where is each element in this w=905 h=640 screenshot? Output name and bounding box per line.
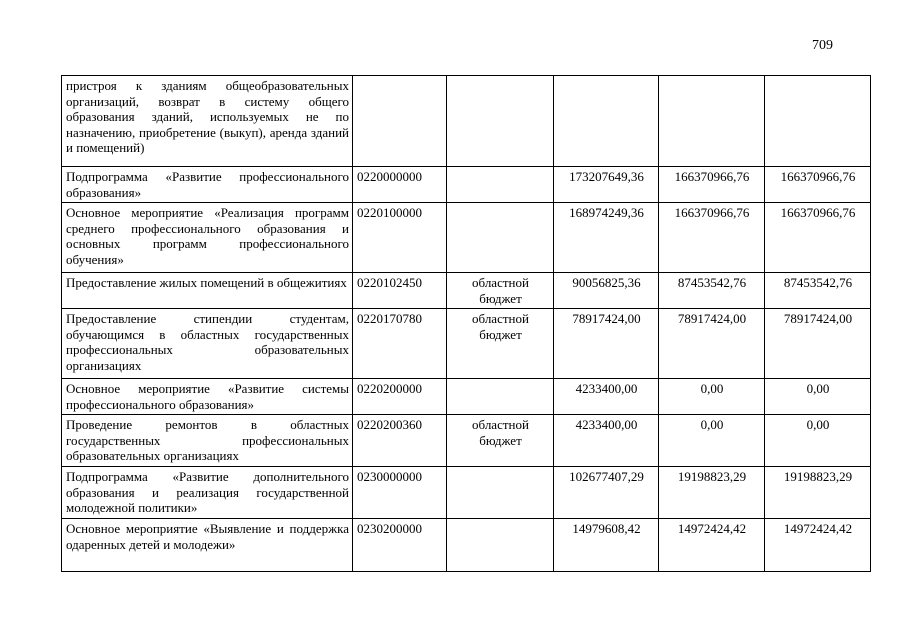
row-value-1: 168974249,36 (554, 203, 659, 273)
row-value-2: 87453542,76 (659, 273, 765, 309)
row-code: 0230200000 (353, 519, 447, 572)
table-row (62, 519, 871, 572)
row-description: Основное мероприятие «Реализация программ среднего профессионального образования и основных программ профессионального обучения» (62, 203, 353, 273)
row-description: Подпрограмма «Развитие профессионального образования» (62, 167, 353, 203)
row-value-3: 19198823,29 (765, 467, 871, 519)
row-value-2 (659, 76, 765, 167)
row-value-2: 166370966,76 (659, 167, 765, 203)
row-value-3: 0,00 (765, 415, 871, 467)
row-code (353, 76, 447, 167)
row-code: 0220170780 (353, 309, 447, 379)
table-row (62, 167, 871, 203)
row-value-3: 87453542,76 (765, 273, 871, 309)
table-row (62, 203, 871, 273)
row-description: Предоставление стипендии студентам, обучающимся в областных государственных профессиональных образовательных организациях (62, 309, 353, 379)
row-source (447, 167, 554, 203)
row-source (447, 379, 554, 415)
row-code: 0220102450 (353, 273, 447, 309)
page-number: 709 (812, 38, 833, 53)
row-value-1: 173207649,36 (554, 167, 659, 203)
row-value-1: 4233400,00 (554, 415, 659, 467)
row-source: областной бюджет (447, 309, 554, 379)
row-value-1: 90056825,36 (554, 273, 659, 309)
row-description: Подпрограмма «Развитие дополнительного образования и реализация государственной молодежной политики» (62, 467, 353, 519)
row-value-3 (765, 76, 871, 167)
row-value-1: 14979608,42 (554, 519, 659, 572)
row-value-3: 166370966,76 (765, 203, 871, 273)
table-row (62, 309, 871, 379)
row-value-2: 14972424,42 (659, 519, 765, 572)
row-source (447, 203, 554, 273)
row-code: 0220100000 (353, 203, 447, 273)
row-value-3: 78917424,00 (765, 309, 871, 379)
row-code: 0220200360 (353, 415, 447, 467)
row-value-1 (554, 76, 659, 167)
table-row (62, 273, 871, 309)
row-value-2: 0,00 (659, 379, 765, 415)
table-row (62, 467, 871, 519)
row-code: 0220000000 (353, 167, 447, 203)
row-description: пристроя к зданиям общеобразовательных организаций, возврат в систему общего образования зданий, используемых не по назначению, приобретение (выкуп), аренда зданий и помещений) (62, 76, 353, 167)
row-source: областной бюджет (447, 273, 554, 309)
table-row (62, 379, 871, 415)
row-value-2: 0,00 (659, 415, 765, 467)
row-value-2: 166370966,76 (659, 203, 765, 273)
budget-table (61, 75, 871, 572)
row-value-3: 166370966,76 (765, 167, 871, 203)
row-value-3: 14972424,42 (765, 519, 871, 572)
row-description: Проведение ремонтов в областных государственных профессиональных образовательных организациях (62, 415, 353, 467)
row-description: Основное мероприятие «Развитие системы профессионального образования» (62, 379, 353, 415)
row-source (447, 467, 554, 519)
table-row (62, 415, 871, 467)
row-description: Предоставление жилых помещений в общежитиях (62, 273, 353, 309)
row-code: 0220200000 (353, 379, 447, 415)
row-source (447, 76, 554, 167)
row-description: Основное мероприятие «Выявление и поддержка одаренных детей и молодежи» (62, 519, 353, 572)
row-value-2: 19198823,29 (659, 467, 765, 519)
row-source (447, 519, 554, 572)
row-value-3: 0,00 (765, 379, 871, 415)
row-source: областной бюджет (447, 415, 554, 467)
row-code: 0230000000 (353, 467, 447, 519)
row-value-1: 78917424,00 (554, 309, 659, 379)
row-value-2: 78917424,00 (659, 309, 765, 379)
table-row (62, 76, 871, 167)
row-value-1: 102677407,29 (554, 467, 659, 519)
row-value-1: 4233400,00 (554, 379, 659, 415)
